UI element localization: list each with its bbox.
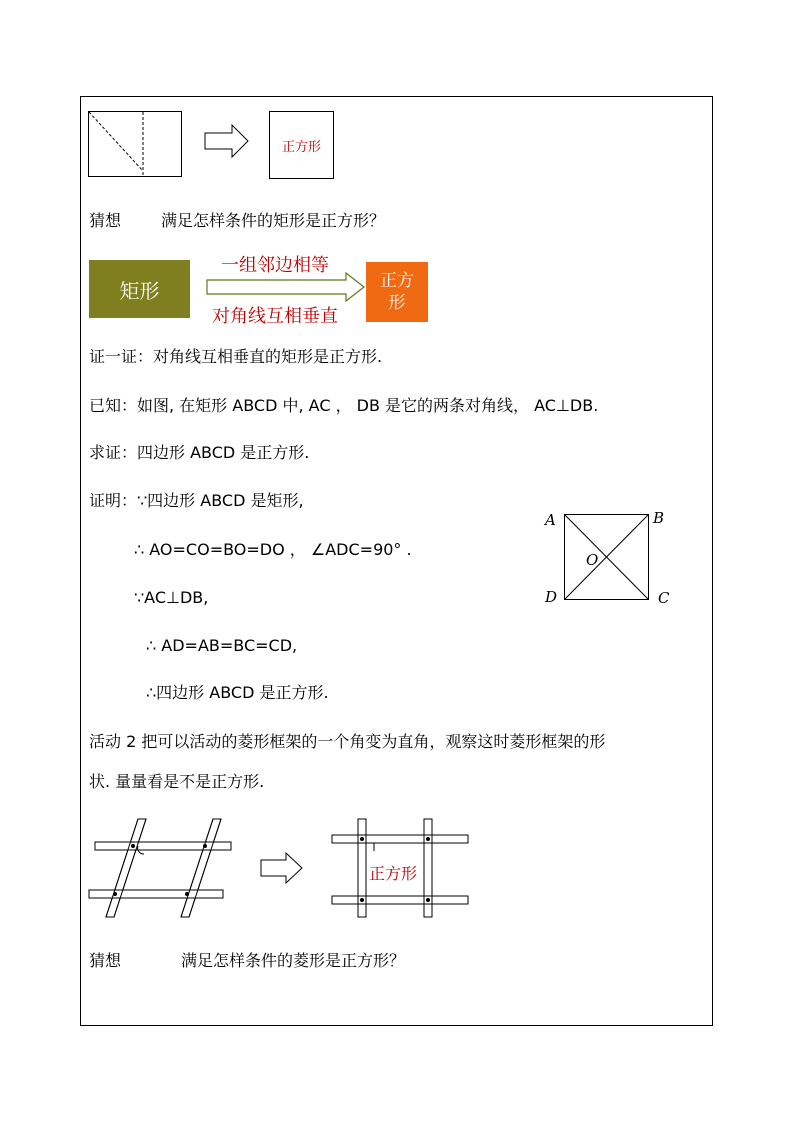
proof-step4: ∴四边形 ABCD 是正方形.	[146, 683, 329, 702]
activity2-line2: 状. 量量看是不是正方形.	[89, 772, 265, 791]
square-result-label: 正方形	[281, 140, 321, 155]
square-abcd-figure	[564, 514, 650, 601]
square-label-line1: 正方	[380, 271, 414, 291]
proof-step2: ∵AC⊥DB,	[134, 588, 209, 607]
guess2-question: 满足怎样条件的菱形是正方形？	[181, 951, 406, 970]
vertex-b-label: B	[653, 509, 665, 527]
right-arrow-icon	[260, 852, 304, 884]
right-arrow-icon	[204, 124, 250, 158]
condition-top: 一组邻边相等	[221, 255, 329, 276]
proof-step1: ∴ AO=CO=BO=DO ， ∠ADC=90° .	[134, 540, 412, 559]
guess1-question: 满足怎样条件的矩形是正方形？	[161, 211, 386, 230]
rectangle-label: 矩形	[119, 278, 160, 303]
proof-label: 证明：∵四边形 ABCD 是矩形,	[89, 491, 304, 510]
guess1-label: 猜想	[89, 211, 122, 230]
vertex-c-label: C	[658, 589, 670, 607]
proof-intro: 证一证：对角线互相垂直的矩形是正方形.	[89, 347, 383, 366]
rhombus-frame-figure	[88, 818, 234, 918]
proof-given: 已知：如图, 在矩形 ABCD 中, AC ， DB 是它的两条对角线， AC⊥DB.	[89, 396, 599, 415]
guess2-label: 猜想	[89, 951, 122, 970]
rectangle-box	[89, 260, 190, 318]
square-box	[366, 262, 428, 322]
proof-step3: ∴ AD=AB=BC=CD,	[146, 636, 298, 655]
center-o-label: O	[586, 551, 599, 569]
vertex-d-label: D	[545, 588, 558, 606]
activity2-line1: 活动 2 把可以活动的菱形框架的一个角变为直角，观察这时菱形框架的形	[89, 732, 606, 751]
square-result-box	[269, 111, 334, 179]
vertex-a-label: A	[545, 511, 556, 529]
condition-bottom: 对角线互相垂直	[212, 306, 338, 327]
proof-to-prove: 求证：四边形 ABCD 是正方形.	[89, 443, 310, 462]
square-label-line2: 形	[388, 293, 406, 313]
folded-paper-figure	[88, 111, 183, 178]
square-frame-label: 正方形	[369, 861, 417, 884]
